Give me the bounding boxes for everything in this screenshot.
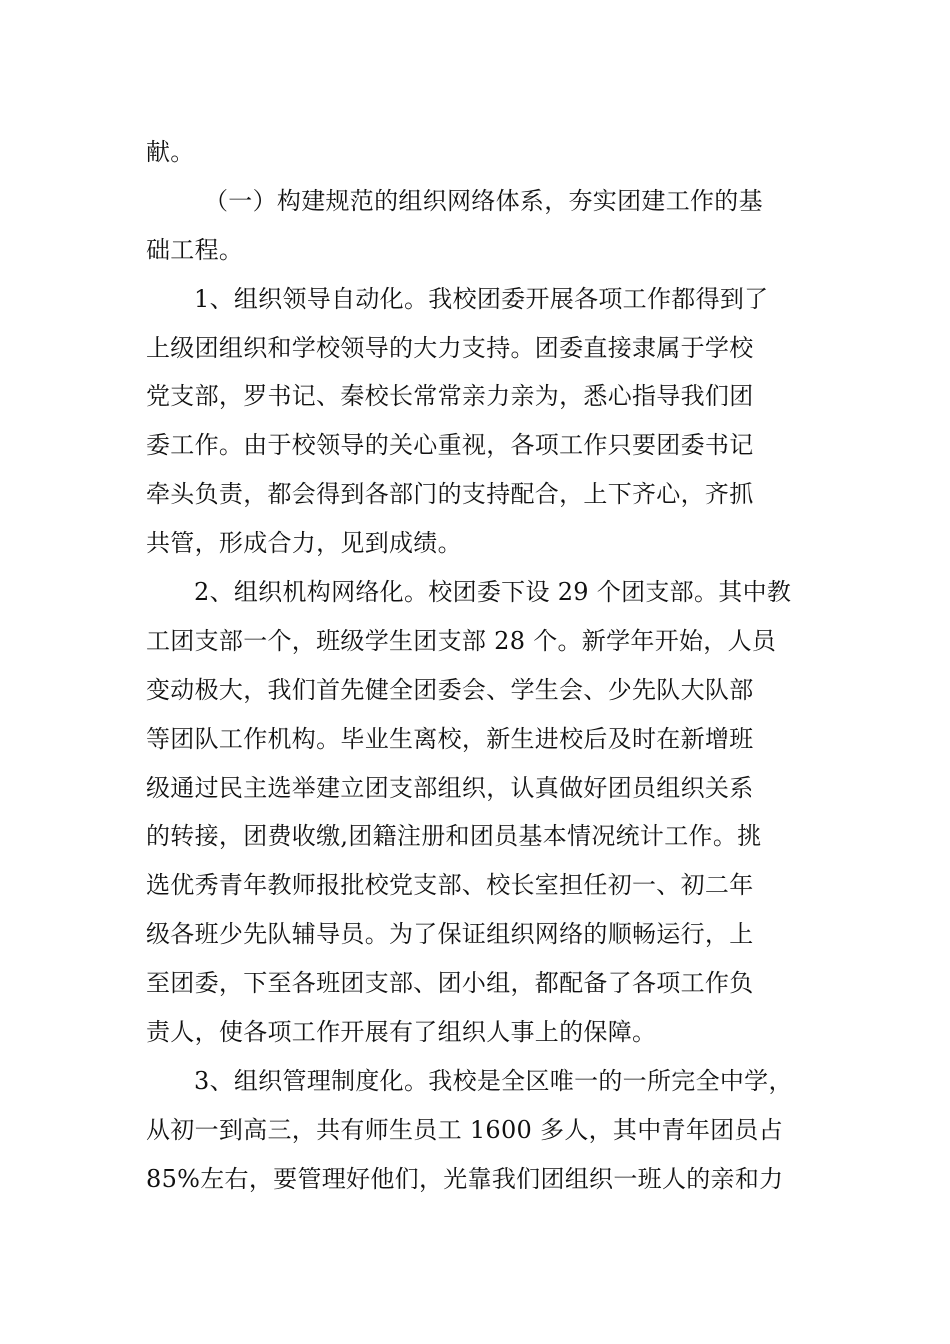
text-line: 变动极大，我们首先健全团委会、学生会、少先队大队部	[146, 675, 754, 704]
document-body	[146, 128, 810, 1204]
text-line: 的转接，团费收缴,团籍注册和团员基本情况统计工作。挑	[146, 822, 762, 851]
text-line: 上级团组织和学校领导的大力支持。团委直接隶属于学校	[146, 333, 754, 362]
text-line: 共管，形成合力，见到成绩。	[146, 529, 462, 558]
text-line: 础工程。	[146, 235, 244, 264]
paragraph-start: 3、组织管理制度化。我校是全区唯一的一所完全中学，	[194, 1066, 793, 1095]
text-line: 至团委，下至各班团支部、团小组，都配备了各项工作负	[146, 969, 754, 998]
text-line: 级各班少先队辅导员。为了保证组织网络的顺畅运行，上	[146, 920, 754, 949]
text-line: 委工作。由于校领导的关心重视，各项工作只要团委书记	[146, 431, 754, 460]
text-line: 献。	[146, 138, 195, 166]
text-line: 工团支部一个，班级学生团支部 28 个。新学年开始，人员	[146, 626, 777, 655]
text-line: 党支部，罗书记、秦校长常常亲力亲为，悉心指导我们团	[146, 382, 754, 411]
text-line: 等团队工作机构。毕业生离校，新生进校后及时在新增班	[146, 724, 754, 753]
text-line: 责人，使各项工作开展有了组织人事上的保障。	[146, 1018, 657, 1047]
text-line: 级通过民主选举建立团支部组织，认真做好团员组织关系	[146, 773, 754, 802]
text-line: 85%左右，要管理好他们，光靠我们团组织一班人的亲和力	[146, 1164, 784, 1193]
section-heading: （一）构建规范的组织网络体系，夯实团建工作的基	[204, 186, 763, 215]
paragraph-start: 1、组织领导自动化。我校团委开展各项工作都得到了	[194, 284, 769, 313]
text-line: 从初一到高三，共有师生员工 1600 多人，其中青年团员占	[146, 1115, 784, 1144]
text-line: 牵头负责，都会得到各部门的支持配合，上下齐心，齐抓	[146, 480, 754, 509]
paragraph-start: 2、组织机构网络化。校团委下设 29 个团支部。其中教	[194, 578, 792, 607]
text-line: 选优秀青年教师报批校党支部、校长室担任初一、初二年	[146, 871, 754, 900]
